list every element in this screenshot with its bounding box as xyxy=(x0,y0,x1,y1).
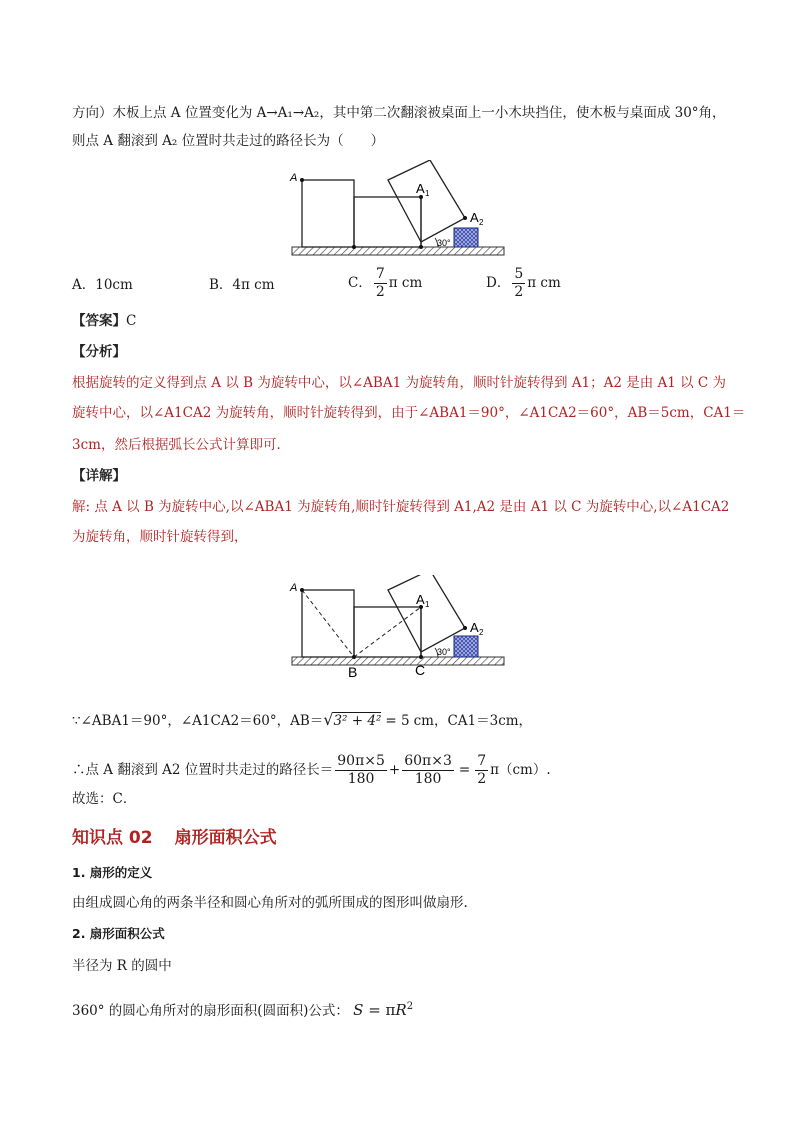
option-b: B．4π cm xyxy=(209,277,275,293)
label-B: B xyxy=(348,664,358,680)
label-A1-sub: 1 xyxy=(425,600,430,609)
label-A1: A xyxy=(416,592,425,607)
formula-line-1: 半径为 R 的圆中 xyxy=(72,958,172,974)
label-A2: A xyxy=(470,620,479,635)
calc-conclusion: 故选：C． xyxy=(72,791,137,807)
board-position-1 xyxy=(302,180,354,247)
board-position-3 xyxy=(388,575,465,652)
angle-label: 30° xyxy=(437,238,451,248)
table-surface xyxy=(292,657,504,665)
option-a: A．10cm xyxy=(72,277,133,293)
answer-line: 【答案】C xyxy=(72,313,137,329)
detail-label: 【详解】 xyxy=(72,468,126,484)
option-d: D． $\frac{5}{2}$ π cm xyxy=(486,266,561,300)
label-C: C xyxy=(415,662,426,678)
analysis-label: 【分析】 xyxy=(72,344,126,360)
angle-label: 30° xyxy=(437,647,451,657)
figure-board-rotation xyxy=(280,160,520,260)
definition-text: 由组成圆心角的两条半径和圆心角所对的弧所围成的图形叫做扇形. xyxy=(72,895,468,911)
detail-line-2: 为旋转角，顺时针旋转得到， xyxy=(72,529,248,545)
calc-line-2: ∴点 A 翻滚到 A2 位置时共走过的路径长＝ $\frac{90\pi\times 5}{180}$ + $\frac{60\pi\times 3}{180}$ = $\frac{7}{2}$ π（cm）. xyxy=(72,753,551,787)
analysis-line-1: 根据旋转的定义得到点 A 以 B 为旋转中心，以∠ABA1 为旋转角，顺时针旋转得到 A1；A2 是由 A1 以 C 为 xyxy=(72,375,727,391)
formula-heading: 2. 扇形面积公式 xyxy=(72,926,165,941)
label-A2-sub: 2 xyxy=(479,218,484,227)
label-A: A xyxy=(290,172,298,184)
formula-line-2: 360° 的圆心角所对的扇形面积(圆面积)公式： $S = \pi R^2$ xyxy=(72,1001,414,1019)
definition-heading: 1. 扇形的定义 xyxy=(72,865,153,880)
analysis-line-2: 旋转中心，以∠A1CA2 为旋转角，顺时针旋转得到，由于∠ABA1＝90°，∠A1CA2＝60°，AB＝5cm，CA1＝ xyxy=(72,405,746,421)
label-A2-sub: 2 xyxy=(479,628,484,637)
sqrt-expression: 3² + 4² xyxy=(333,713,382,729)
label-A: A xyxy=(290,582,298,594)
board-position-3 xyxy=(388,160,465,242)
label-A2: A xyxy=(470,210,479,225)
figure-rotation-with-centers xyxy=(280,575,520,685)
label-A1: A xyxy=(416,181,425,196)
small-wood-block xyxy=(454,228,478,247)
table-surface xyxy=(292,247,504,255)
problem-line-1: 方向）木板上点 A 位置变化为 A→A₁→A₂，其中第二次翻滚被桌面上一小木块挡住，使木板与桌面成 30°角， xyxy=(72,105,726,121)
label-A1-sub: 1 xyxy=(425,189,430,198)
problem-line-2: 则点 A 翻滚到 A₂ 位置时共走过的路径长为（ ） xyxy=(72,133,385,149)
calc-line-1: ∵∠ABA1＝90°，∠A1CA2＝60°，AB＝√3² + 4² = 5 cm，CA1＝3cm， xyxy=(72,710,533,729)
area-formula: $S = \pi R^2$ xyxy=(353,1001,414,1019)
small-wood-block xyxy=(454,636,478,657)
section-heading: 知识点 02 扇形面积公式 xyxy=(72,828,277,848)
detail-line-1: 解: 点 A 以 B 为旋转中心,以∠ABA1 为旋转角,顺时针旋转得到 A1,A2 是由 A1 以 C 为旋转中心,以∠A1CA2 xyxy=(72,499,730,515)
sqrt-sign: √ xyxy=(323,710,334,729)
option-c: C． $\frac{7}{2}$ π cm xyxy=(348,266,423,300)
analysis-line-3: 3cm，然后根据弧长公式计算即可． xyxy=(72,437,290,453)
